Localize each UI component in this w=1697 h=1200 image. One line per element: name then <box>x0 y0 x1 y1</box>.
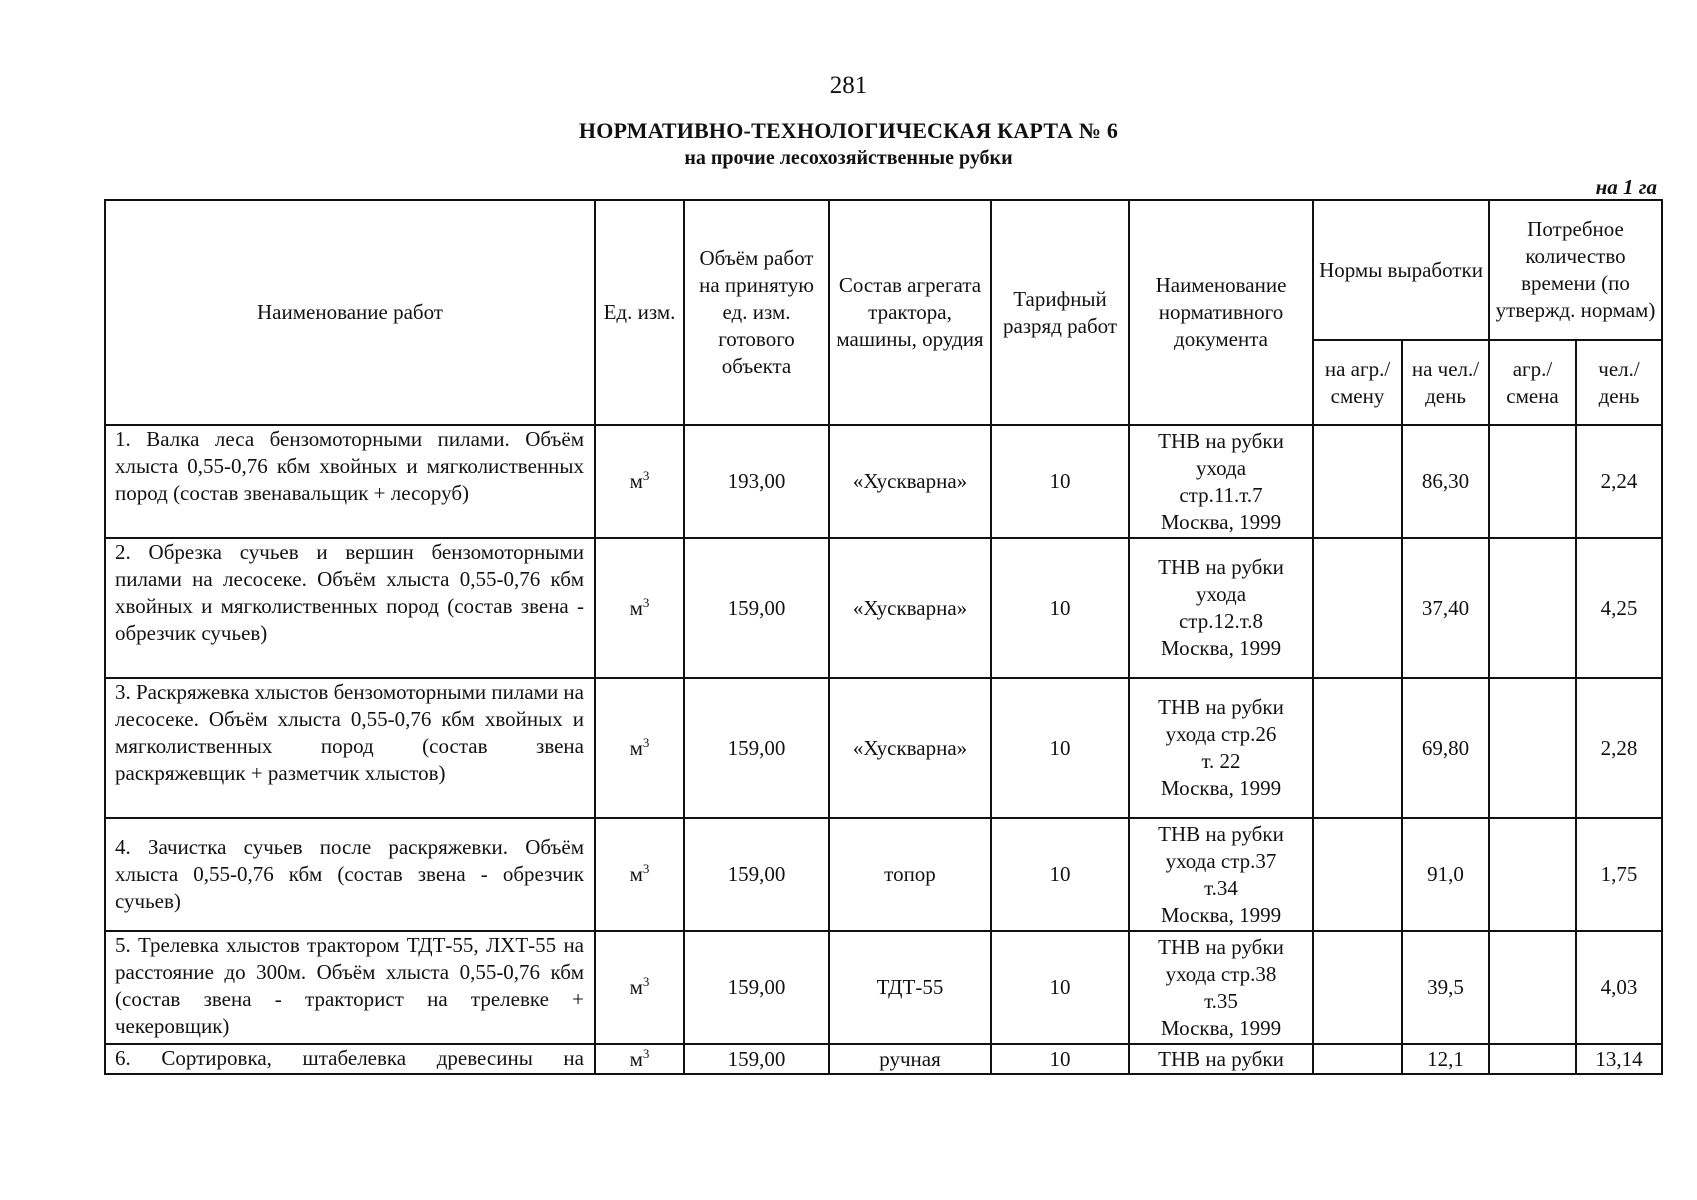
header-time-unit-shift: агр./ смена <box>1489 340 1576 425</box>
aggregate-cell: ручная <box>829 1044 991 1074</box>
unit-cell: $м^3$ <box>595 818 684 931</box>
aggregate-cell: «Хускварна» <box>829 425 991 538</box>
output-per-person-day-cell: 37,40 <box>1402 538 1489 678</box>
aggregate-cell: «Хускварна» <box>829 678 991 818</box>
aggregate-cell: «Хускварна» <box>829 538 991 678</box>
output-per-unit-shift-cell <box>1313 425 1402 538</box>
output-per-person-day-cell: 39,5 <box>1402 931 1489 1044</box>
unit-note: на 1 га <box>1595 175 1657 199</box>
work-name-cell: 2. Обрезка сучьев и вершин бензомоторными пилами на лесосеке. Объём хлыста 0,55-0,76 кбм хвойных и мягколиственных пород (состав звена - обрезчик сучьев) <box>105 538 595 678</box>
header-output-norms: Нормы выработки <box>1313 200 1489 340</box>
document-cell: ТНВ на рубки ухода стр.26 т. 22 Москва, 1999 <box>1129 678 1313 818</box>
header-output-per-person-day: на чел./ день <box>1402 340 1489 425</box>
grade-cell: 10 <box>991 425 1129 538</box>
time-unit-shift-cell <box>1489 818 1576 931</box>
volume-cell: 159,00 <box>684 678 829 818</box>
header-grade: Тарифный разряд работ <box>991 200 1129 425</box>
header-volume: Объём работ на принятую ед. изм. готового объекта <box>684 200 829 425</box>
document-cell: ТНВ на рубки <box>1129 1044 1313 1074</box>
time-unit-shift-cell <box>1489 538 1576 678</box>
unit-cell: $м^3$ <box>595 931 684 1044</box>
work-name-cell: 4. Зачистка сучьев после раскряжевки. Объём хлыста 0,55-0,76 кбм (состав звена - обрезчик сучьев) <box>105 818 595 931</box>
output-per-person-day-cell: 69,80 <box>1402 678 1489 818</box>
grade-cell: 10 <box>991 678 1129 818</box>
unit-cell: $м^3$ <box>595 425 684 538</box>
volume-cell: 159,00 <box>684 818 829 931</box>
time-person-day-cell: 1,75 <box>1576 818 1662 931</box>
work-name-cell: 5. Трелевка хлыстов трактором ТДТ-55, ЛХТ-55 на расстояние до 300м. Объём хлыста 0,55-0,76 кбм (состав звена - тракторист на трелевке + чекеровщик) <box>105 931 595 1044</box>
header-unit: Ед. изм. <box>595 200 684 425</box>
header-aggregate: Состав агрегата трактора, машины, орудия <box>829 200 991 425</box>
volume-cell: 159,00 <box>684 538 829 678</box>
output-per-unit-shift-cell <box>1313 818 1402 931</box>
document-cell: ТНВ на рубки ухода стр.11.т.7 Москва, 1999 <box>1129 425 1313 538</box>
header-time-required: Потребное количество времени (по утвержд. нормам) <box>1489 200 1662 340</box>
volume-cell: 159,00 <box>684 1044 829 1074</box>
output-per-unit-shift-cell <box>1313 538 1402 678</box>
document-cell: ТНВ на рубки ухода стр.38 т.35 Москва, 1999 <box>1129 931 1313 1044</box>
time-unit-shift-cell <box>1489 931 1576 1044</box>
output-per-unit-shift-cell <box>1313 931 1402 1044</box>
grade-cell: 10 <box>991 931 1129 1044</box>
work-name-cell: 6. Сортировка, штабелевка древесины на <box>105 1044 595 1074</box>
table-row <box>105 678 1662 818</box>
table-row <box>105 425 1662 538</box>
output-per-person-day-cell: 91,0 <box>1402 818 1489 931</box>
time-unit-shift-cell <box>1489 678 1576 818</box>
time-unit-shift-cell <box>1489 1044 1576 1074</box>
time-person-day-cell: 2,24 <box>1576 425 1662 538</box>
volume-cell: 193,00 <box>684 425 829 538</box>
document-cell: ТНВ на рубки ухода стр.37 т.34 Москва, 1999 <box>1129 818 1313 931</box>
work-name-cell: 3. Раскряжевка хлыстов бензомоторными пилами на лесосеке. Объём хлыста 0,55-0,76 кбм хвойных и мягколиственных пород (состав звена раскряжевщик + разметчик хлыстов) <box>105 678 595 818</box>
unit-cell: $м^3$ <box>595 538 684 678</box>
header-time-person-day: чел./ день <box>1576 340 1662 425</box>
document-cell: ТНВ на рубки ухода стр.12.т.8 Москва, 1999 <box>1129 538 1313 678</box>
document-subtitle: на прочие лесохозяйственные рубки <box>684 147 1013 169</box>
unit-cell: $м^3$ <box>595 1044 684 1074</box>
grade-cell: 10 <box>991 1044 1129 1074</box>
output-per-unit-shift-cell <box>1313 678 1402 818</box>
document-title: НОРМАТИВНО-ТЕХНОЛОГИЧЕСКАЯ КАРТА № 6 <box>578 118 1119 143</box>
work-name-cell: 1. Валка леса бензомоторными пилами. Объём хлыста 0,55-0,76 кбм хвойных и мягколиственных пород (состав звенавальщик + лесоруб) <box>105 425 595 538</box>
table-row <box>105 931 1662 1044</box>
header-document: Наименование нормативного документа <box>1129 200 1313 425</box>
unit-cell: $м^3$ <box>595 678 684 818</box>
header-output-per-unit-shift: на агр./ смену <box>1313 340 1402 425</box>
grade-cell: 10 <box>991 818 1129 931</box>
output-per-unit-shift-cell <box>1313 1044 1402 1074</box>
time-unit-shift-cell <box>1489 425 1576 538</box>
header-work-name: Наименование работ <box>105 200 595 425</box>
aggregate-cell: топор <box>829 818 991 931</box>
time-person-day-cell: 4,25 <box>1576 538 1662 678</box>
grade-cell: 10 <box>991 538 1129 678</box>
time-person-day-cell: 13,14 <box>1576 1044 1662 1074</box>
table-row <box>105 1044 1662 1074</box>
volume-cell: 159,00 <box>684 931 829 1044</box>
time-person-day-cell: 2,28 <box>1576 678 1662 818</box>
output-per-person-day-cell: 86,30 <box>1402 425 1489 538</box>
norms-table <box>104 199 1663 1075</box>
output-per-person-day-cell: 12,1 <box>1402 1044 1489 1074</box>
aggregate-cell: ТДТ-55 <box>829 931 991 1044</box>
table-row <box>105 818 1662 931</box>
time-person-day-cell: 4,03 <box>1576 931 1662 1044</box>
page-number: 281 <box>829 72 868 99</box>
table-row <box>105 538 1662 678</box>
